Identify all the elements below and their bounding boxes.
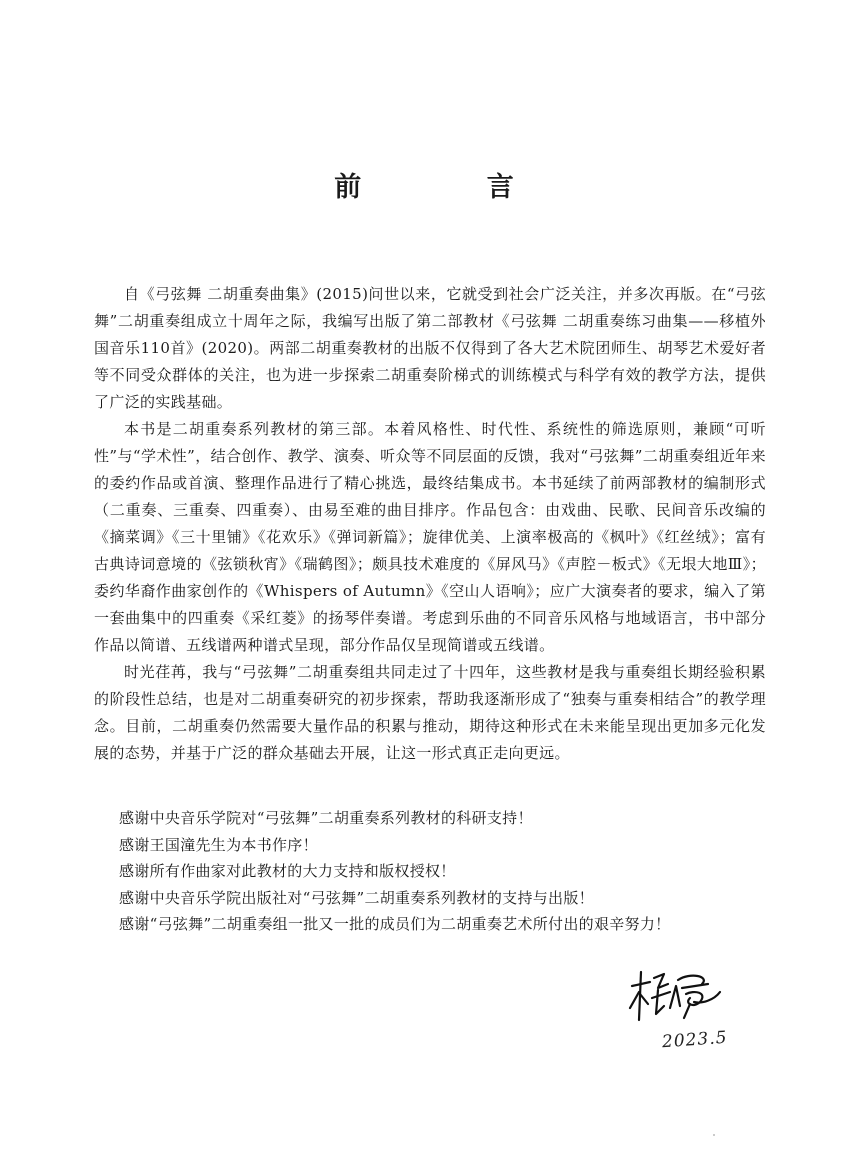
acknowledgement-item: 感谢“弓弦舞”二胡重奏组一批又一批的成员们为二胡重奏艺术所付出的艰辛努力！ xyxy=(119,915,671,933)
acknowledgement-item: 感谢所有作曲家对此教材的大力支持和版权授权！ xyxy=(119,862,456,880)
acknowledgement-item: 感谢中央音乐学院对“弓弦舞”二胡重奏系列教材的科研支持！ xyxy=(119,809,533,827)
acknowledgement-list xyxy=(119,805,769,938)
page-speck xyxy=(713,1134,715,1136)
paragraph-2: 本书是二胡重奏系列教材的第三部。本着风格性、时代性、系统性的筛选原则，兼顾“可听性”与“学术性”，结合创作、教学、演奏、听众等不同层面的反馈，我对“弓弦舞”二胡重奏组近年来的委约作品或首演、整理作品进行了精心挑选，最终结集成书。本书延续了前两部教材的编制形式（二重奏、三重奏、四重奏）、由易至难的曲目排序。作品包含：由戏曲、民歌、民间音乐改编的《摘菜调》《三十里铺》《花欢乐》《弹词新篇》；旋律优美、上演率极高的《枫叶》《红丝绒》；富有古典诗词意境的《弦锁秋宵》《瑞鹤图》；颇具技术难度的《屏风马》《声腔－板式》《无垠大地Ⅲ》；委约华裔作曲家创作的《Whispers of Autumn》《空山人语响》；应广大演奏者的要求，编入了第一套曲集中的四重奏《采红菱》的扬琴伴奏谱。考虑到乐曲的不同音乐风格与地域语言，书中部分作品以简谱、五线谱两种谱式呈现，部分作品仅呈现简谱或五线谱。 xyxy=(94,420,766,654)
acknowledgement-item: 感谢中央音乐学院出版社对“弓弦舞”二胡重奏系列教材的支持与出版！ xyxy=(119,888,594,907)
handwritten-signature xyxy=(624,968,724,1028)
paragraph-3: 时光荏苒，我与“弓弦舞”二胡重奏组共同走过了十四年，这些教材是我与重奏组长期经验积累的阶段性总结，也是对二胡重奏研究的初步探索，帮助我逐渐形成了“独奏与重奏相结合”的教学理念。目前，二胡重奏仍然需要大量作品的积累与推动，期待这种形式在未来能呈现出更加多元化发展的态势，并基于广泛的群众基础去开展，让这一形式真正走向更远。 xyxy=(94,663,766,762)
acknowledgement-item: 感谢王国潼先生为本书作序！ xyxy=(119,835,318,854)
paragraph-1: 自《弓弦舞 二胡重奏曲集》(2015)问世以来，它就受到社会广泛关注，并多次再版。在“弓弦舞”二胡重奏组成立十周年之际，我编写出版了第二部教材《弓弦舞 二胡重奏练习曲集——移植外国音乐110首》(2020)。两部二胡重奏教材的出版不仅得到了各大艺术院团师生、胡琴艺术爱好者等不同受众群体的关注，也为进一步探索二胡重奏阶梯式的训练模式与科学有效的教学方法，提供了广泛的实践基础。 xyxy=(94,285,766,411)
page-title: 前 言 xyxy=(334,172,572,203)
preface-body xyxy=(94,281,766,767)
signature-date: 2023.5 xyxy=(661,1027,729,1053)
